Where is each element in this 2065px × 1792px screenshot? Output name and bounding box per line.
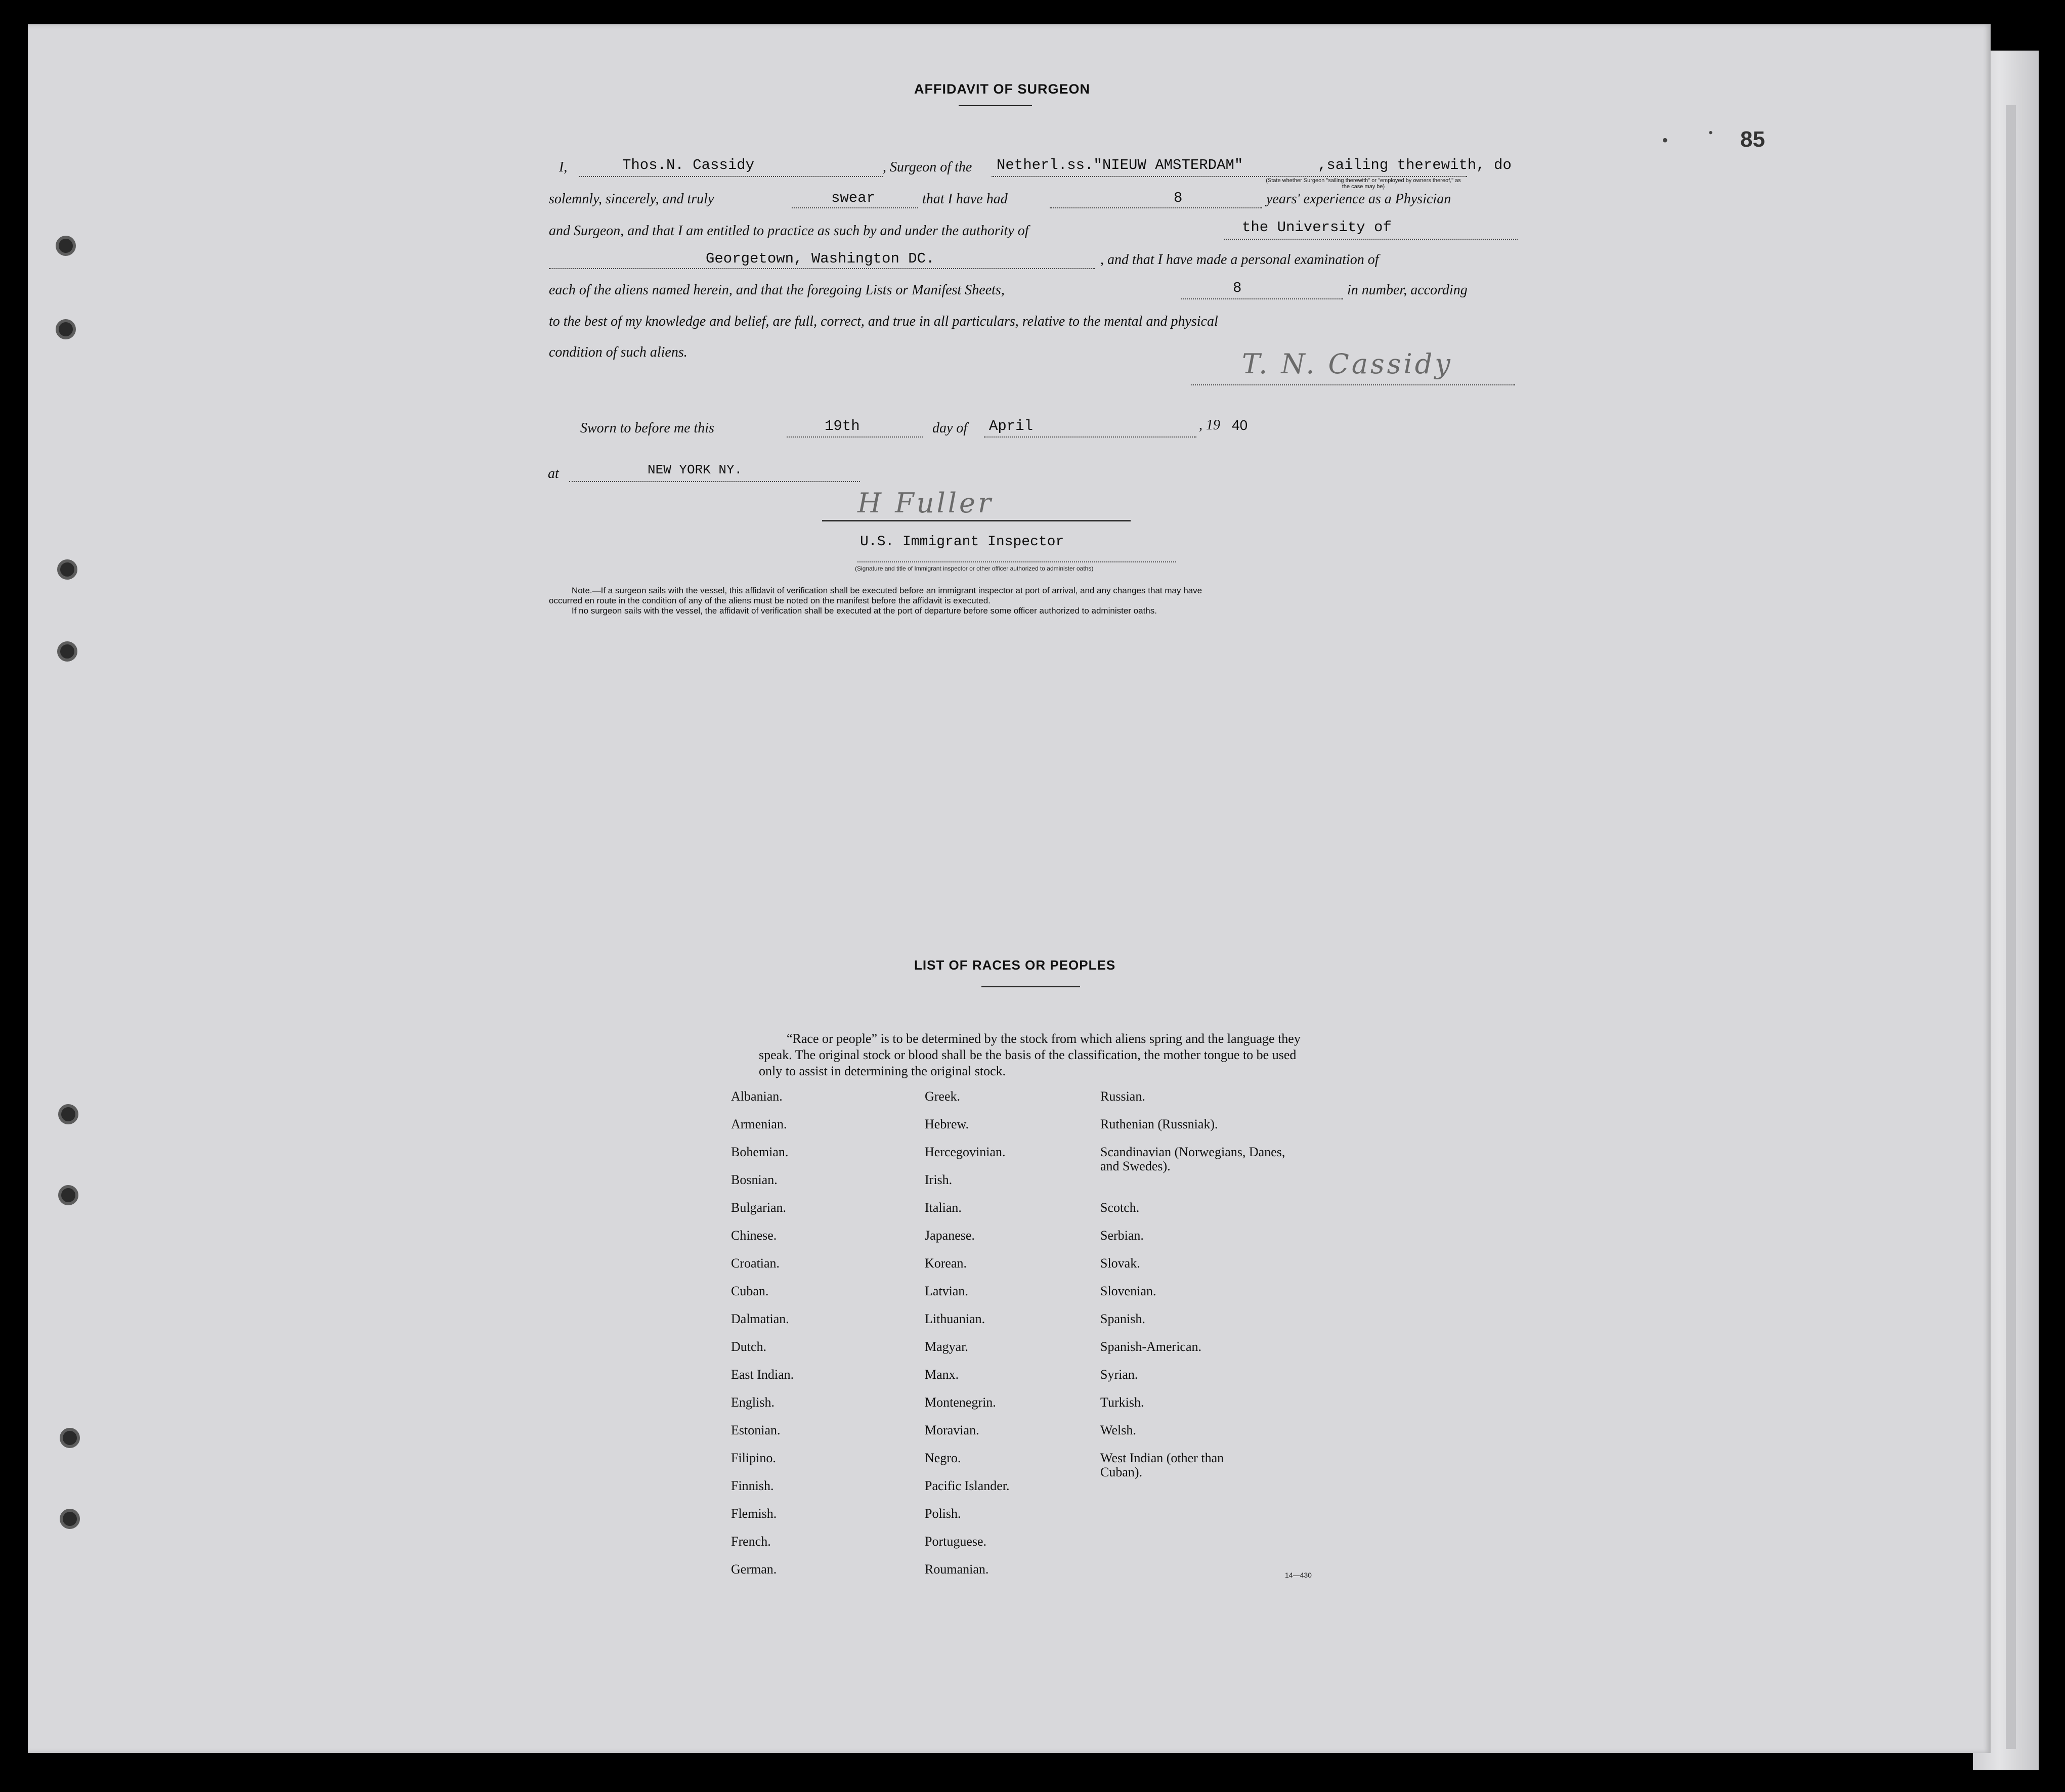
- sworn-text: Sworn to before me this: [580, 420, 714, 436]
- ink-speck: •: [1708, 125, 1713, 140]
- sworn-day-value: 19th: [825, 418, 860, 434]
- race-item: Hercegovinian.: [925, 1145, 1006, 1159]
- sworn-day-of: day of: [932, 420, 968, 436]
- race-item: Flemish.: [731, 1506, 777, 1521]
- oath-word: swear: [831, 190, 876, 206]
- punch-hole: [60, 1509, 80, 1529]
- race-item: Chinese.: [731, 1228, 777, 1243]
- race-item: Manx.: [925, 1367, 959, 1382]
- title-underline: [959, 105, 1032, 106]
- race-item: Scandinavian (Norwegians, Danes, and Swedes).: [1100, 1145, 1285, 1173]
- race-item: Korean.: [925, 1256, 967, 1271]
- races-title-underline: [981, 986, 1080, 987]
- affidavit-line4-end: , and that I have made a personal examination of: [1100, 252, 1379, 268]
- race-item: Irish.: [925, 1172, 953, 1187]
- race-item: Welsh.: [1100, 1423, 1136, 1437]
- race-item: Syrian.: [1100, 1367, 1138, 1382]
- race-item: Hebrew.: [925, 1117, 969, 1131]
- race-item: Montenegrin.: [925, 1395, 996, 1410]
- authority-blank-2: [549, 268, 1095, 269]
- year-suffix: 40: [1232, 417, 1248, 433]
- note-line-3: If no surgeon sails with the vessel, the affidavit of verification shall be executed at the port of departure before some officer authorized to administer oaths.: [572, 606, 1157, 616]
- vessel-hint: (State whether Surgeon "sailing therewith" or "employed by owners thereof," as the case may be): [1266, 178, 1461, 190]
- race-item: Croatian.: [731, 1256, 780, 1271]
- race-item: Dutch.: [731, 1339, 767, 1354]
- affidavit-line2-start: solemnly, sincerely, and truly: [549, 191, 714, 207]
- race-item: Lithuanian.: [925, 1312, 985, 1326]
- race-item: English.: [731, 1395, 775, 1410]
- affidavit-line2-mid: that I have had: [922, 191, 1008, 207]
- race-item: Dalmatian.: [731, 1312, 789, 1326]
- race-item: Italian.: [925, 1200, 962, 1215]
- authority-line2: Georgetown, Washington DC.: [706, 250, 935, 267]
- races-column-2: [925, 1089, 1087, 1590]
- inspector-signature: H Fuller: [857, 487, 994, 519]
- races-column-3: [1100, 1089, 1298, 1479]
- year-prefix: , 19: [1199, 417, 1220, 433]
- note-line-1: Note.—If a surgeon sails with the vessel, this affidavit of verification shall be executed before an immigrant inspector at port of arrival, and any changes that may have: [572, 586, 1202, 595]
- race-item: Latvian.: [925, 1284, 968, 1298]
- inspector-caption: (Signature and title of Immigrant inspector or other officer authorized to administer oaths): [855, 565, 1094, 572]
- race-item: Turkish.: [1100, 1395, 1144, 1410]
- punch-hole: [56, 236, 76, 256]
- inspector-caption-line: [857, 561, 1176, 562]
- affidavit-line1-mid: , Surgeon of the: [883, 159, 972, 175]
- sheets-value: 8: [1233, 280, 1242, 296]
- race-item: Greek.: [925, 1089, 961, 1104]
- race-item: Magyar.: [925, 1339, 968, 1354]
- race-item: Portuguese.: [925, 1534, 987, 1549]
- race-item: Japanese.: [925, 1228, 975, 1243]
- sailing-value: ,sailing therewith, do: [1318, 157, 1512, 173]
- race-item: Serbian.: [1100, 1228, 1144, 1243]
- race-item: Ruthenian (Russniak).: [1100, 1117, 1218, 1131]
- races-title: LIST OF RACES OR PEOPLES: [914, 957, 1116, 973]
- surgeon-signature-line: [1191, 384, 1515, 385]
- race-item: Moravian.: [925, 1423, 979, 1437]
- surgeon-name-value: Thos.N. Cassidy: [622, 157, 755, 173]
- vessel-blank: [992, 176, 1467, 177]
- inspector-title: U.S. Immigrant Inspector: [860, 534, 1064, 550]
- manifest-page: [28, 24, 1991, 1753]
- note-line-2: occurred en route in the condition of any of the aliens must be noted on the manifest before the affidavit is executed.: [549, 596, 991, 605]
- oath-blank: [792, 207, 918, 208]
- race-item: Spanish-American.: [1100, 1339, 1202, 1354]
- ink-speck: •: [1662, 130, 1668, 150]
- vessel-value: Netherl.ss."NIEUW AMSTERDAM": [997, 157, 1243, 173]
- race-item: Scotch.: [1100, 1200, 1140, 1215]
- affidavit-line3-start: and Surgeon, and that I am entitled to practice as such by and under the authority of: [549, 223, 1029, 239]
- affidavit-line5-start: each of the aliens named herein, and that the foregoing Lists or Manifest Sheets,: [549, 282, 1005, 298]
- surgeon-name-blank: [579, 176, 883, 177]
- race-item: Bosnian.: [731, 1172, 778, 1187]
- race-item: French.: [731, 1534, 771, 1549]
- race-item: Albanian.: [731, 1089, 783, 1104]
- day-blank: [787, 436, 923, 438]
- form-number: 14—430: [1285, 1571, 1312, 1579]
- punch-hole: [60, 1428, 80, 1448]
- affidavit-line2-end: years' experience as a Physician: [1266, 191, 1451, 207]
- inspector-signature-line: [822, 520, 1131, 521]
- races-column-1: [731, 1089, 898, 1590]
- races-intro: [759, 1031, 1310, 1079]
- race-item: Filipino.: [731, 1451, 776, 1465]
- punch-hole: [58, 1185, 78, 1205]
- authority-blank-1: [1224, 239, 1518, 240]
- race-item: Estonian.: [731, 1423, 781, 1437]
- punch-hole: [57, 559, 77, 580]
- place-blank: [569, 481, 860, 482]
- race-item: Slovak.: [1100, 1256, 1140, 1271]
- race-item: Spanish.: [1100, 1312, 1145, 1326]
- years-blank: [1050, 207, 1262, 208]
- race-item: West Indian (other than Cuban).: [1100, 1451, 1224, 1479]
- sheets-blank: [1181, 298, 1343, 299]
- race-item: Bohemian.: [731, 1145, 789, 1159]
- race-item: Roumanian.: [925, 1562, 989, 1577]
- race-item: Negro.: [925, 1451, 961, 1465]
- race-item: Cuban.: [731, 1284, 769, 1298]
- race-item: Pacific Islander.: [925, 1478, 1010, 1493]
- race-item: Polish.: [925, 1506, 961, 1521]
- punch-hole: [57, 641, 77, 662]
- punch-hole: [58, 1104, 78, 1124]
- page-fold-edge: [2006, 105, 2016, 1749]
- affidavit-title: AFFIDAVIT OF SURGEON: [914, 81, 1090, 97]
- race-item: Finnish.: [731, 1478, 774, 1493]
- race-item: East Indian.: [731, 1367, 794, 1382]
- affidavit-line5-end: in number, according: [1347, 282, 1468, 298]
- affidavit-line6: to the best of my knowledge and belief, are full, correct, and true in all particulars, relative to the mental and physical: [549, 314, 1218, 329]
- races-intro-text: “Race or people” is to be determined by the stock from which aliens spring and the language they speak. The original stock or blood shall be the basis of the classification, the mother tongue to be used only to assist in determining the original stock.: [759, 1031, 1301, 1078]
- punch-hole: [56, 319, 76, 339]
- month-blank: [984, 436, 1196, 438]
- at-label: at: [548, 466, 559, 482]
- page-number: 85: [1740, 127, 1765, 152]
- years-value: 8: [1174, 190, 1183, 206]
- affidavit-line1-start: I,: [559, 159, 568, 175]
- race-item: Russian.: [1100, 1089, 1145, 1104]
- race-item: Slovenian.: [1100, 1284, 1156, 1298]
- authority-line1: the University of: [1242, 219, 1392, 236]
- place-value: NEW YORK NY.: [648, 462, 743, 477]
- affidavit-line7: condition of such aliens.: [549, 344, 687, 360]
- race-item: German.: [731, 1562, 777, 1577]
- sworn-month-value: April: [989, 418, 1034, 434]
- race-item: Bulgarian.: [731, 1200, 787, 1215]
- surgeon-signature: T. N. Cassidy: [1242, 348, 1453, 380]
- race-item: Armenian.: [731, 1117, 787, 1131]
